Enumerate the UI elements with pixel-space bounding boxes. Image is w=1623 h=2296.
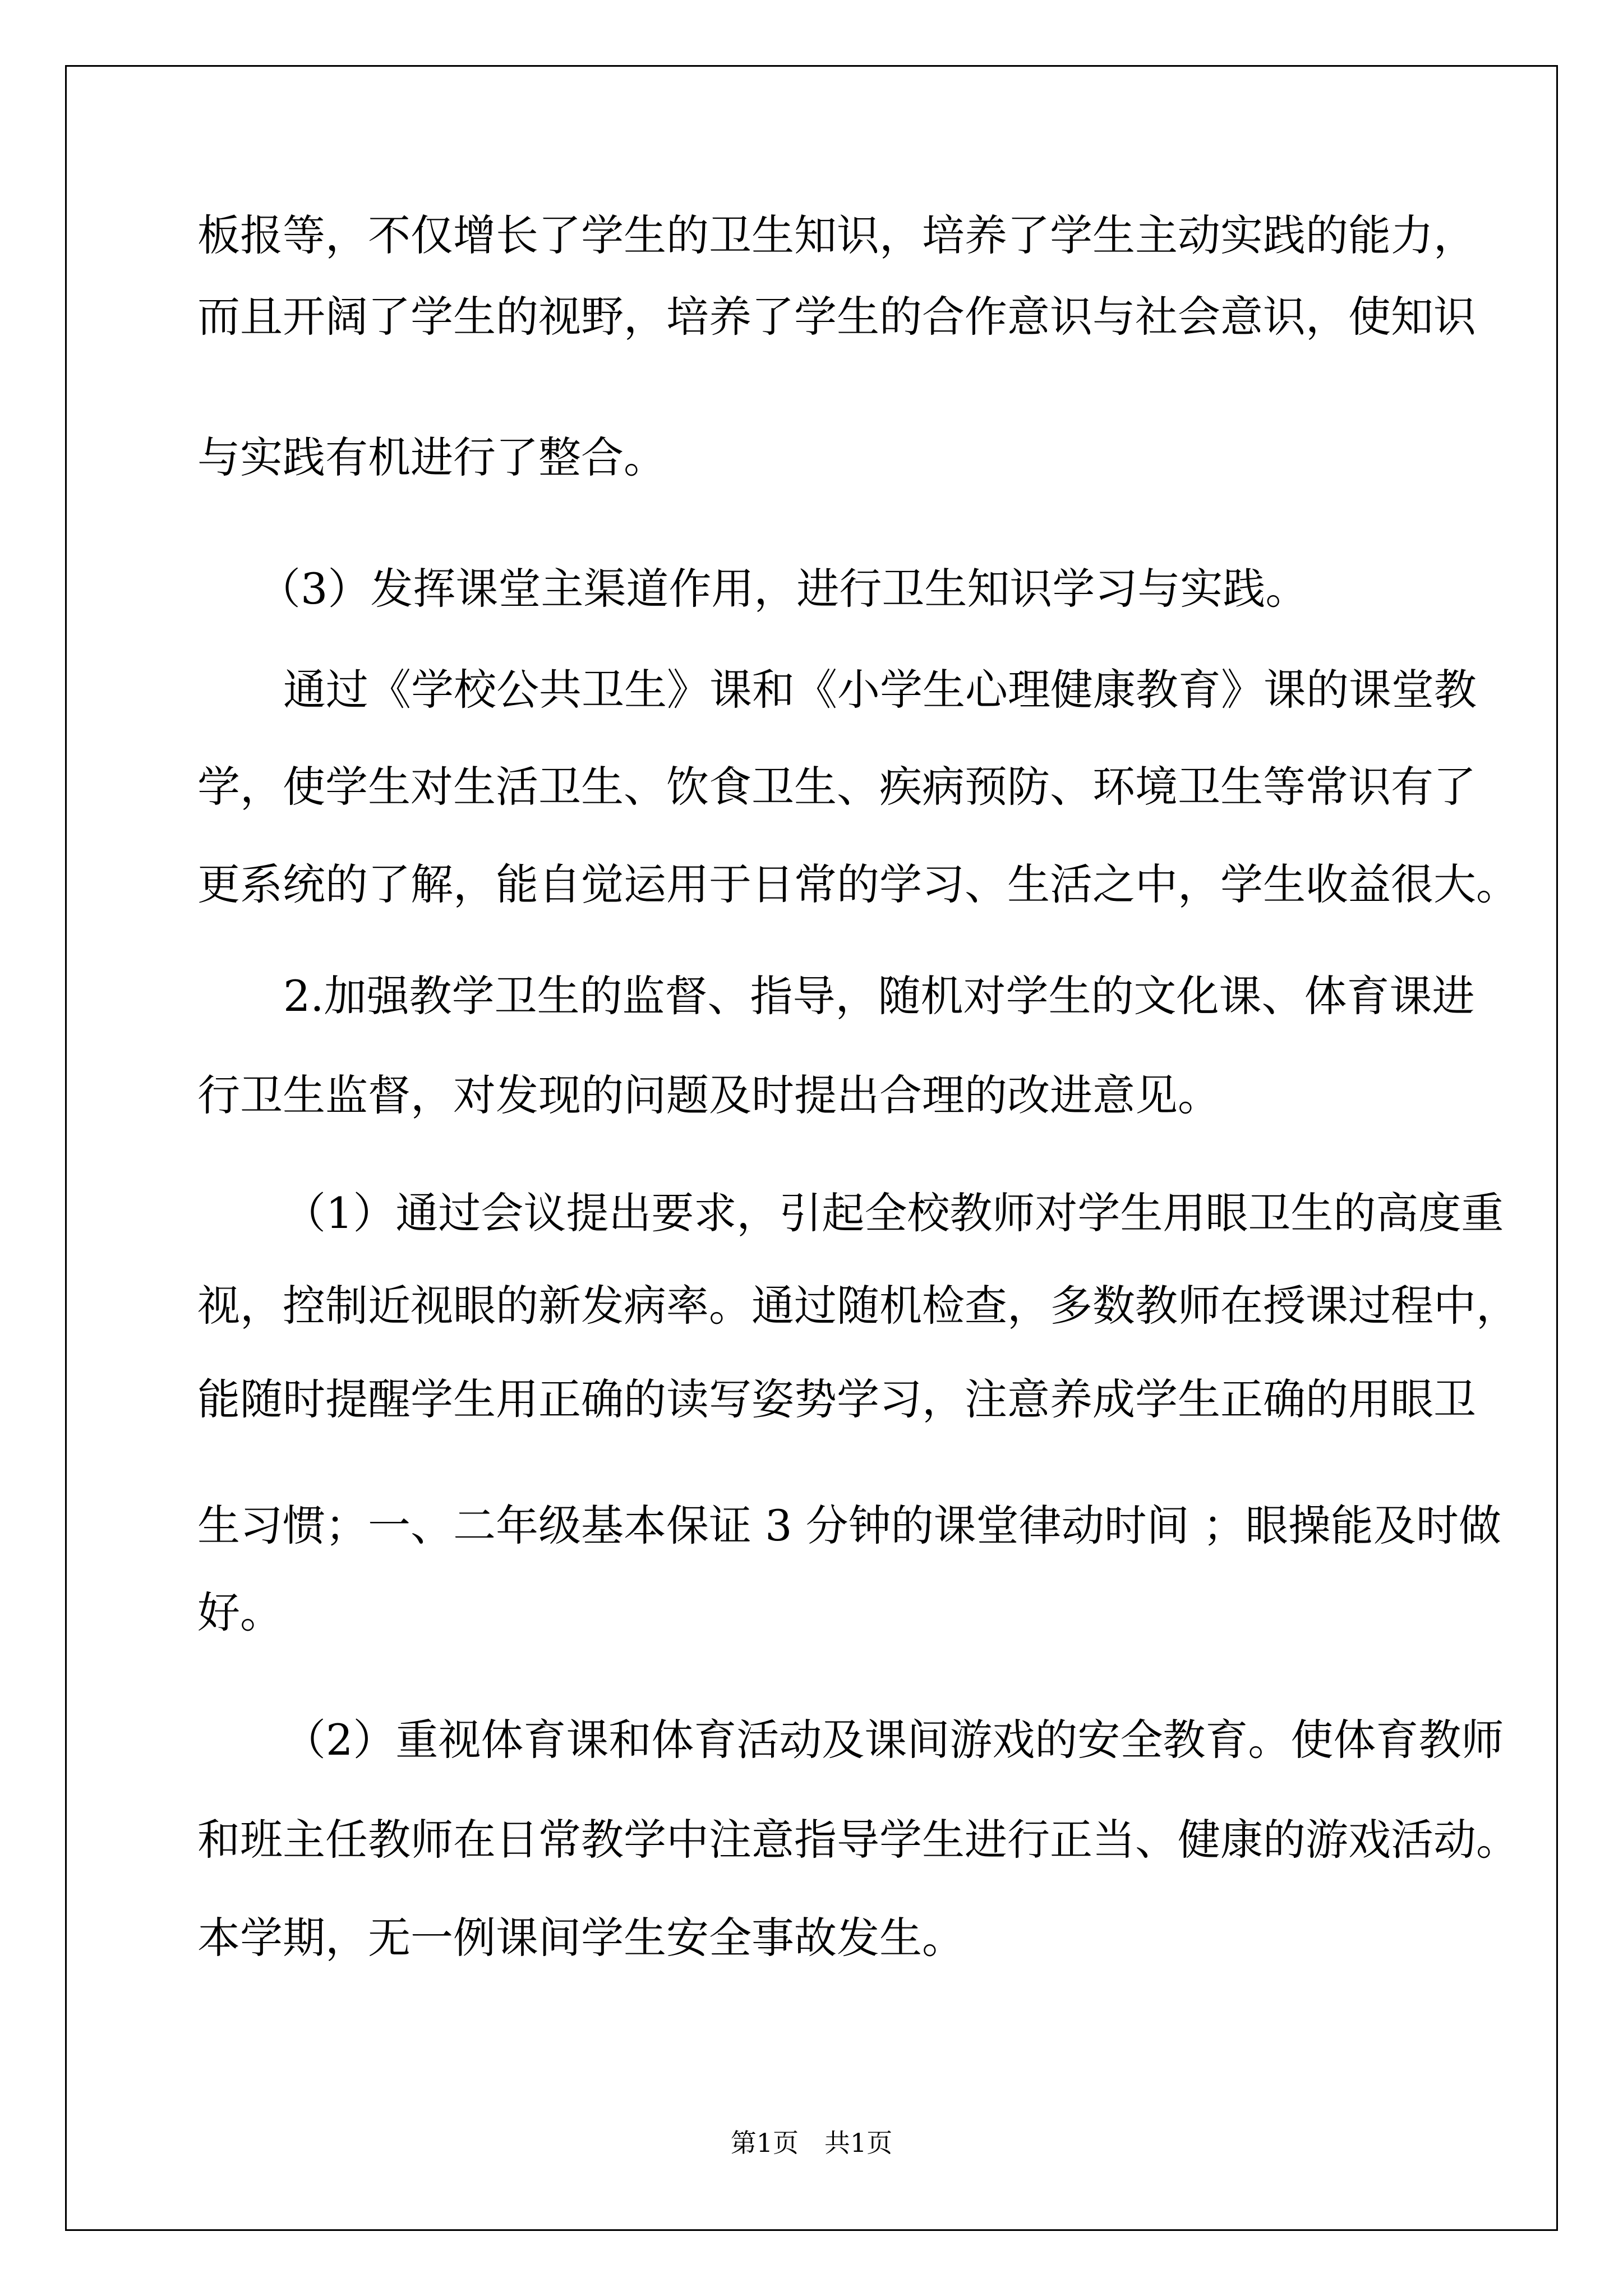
text-line: 与实践有机进行了整合。 [197,432,666,482]
text-line: 本学期，无一例课间学生安全事故发生。 [197,1913,965,1963]
page-footer: 第1页 共1页 [730,2128,893,2158]
text-line: （1）通过会议提出要求，引起全校教师对学生用眼卫生的高度重 [283,1188,1504,1238]
text-line: 好。 [197,1588,283,1637]
text-line: 板报等，不仅增长了学生的卫生知识，培养了学生主动实践的能力， [197,210,1476,260]
text-line: 2.加强教学卫生的监督、指导，随机对学生的文化课、体育课进 [283,971,1475,1021]
text-line: 能随时提醒学生用正确的读写姿势学习，注意养成学生正确的用眼卫 [197,1374,1476,1424]
text-line: （2）重视体育课和体育活动及课间游戏的安全教育。使体育教师 [283,1715,1504,1765]
text-line: 学，使学生对生活卫生、饮食卫生、疾病预防、环境卫生等常识有了 [197,762,1476,812]
text-line: 行卫生监督，对发现的问题及时提出合理的改进意见。 [197,1070,1220,1120]
text-line: 生习惯；一、二年级基本保证 3 分钟的课堂律动时间 ；眼操能及时做 [197,1501,1501,1550]
text-line: （3）发挥课堂主渠道作用，进行卫生知识学习与实践。 [258,564,1308,614]
text-line: 视，控制近视眼的新发病率。通过随机检查，多数教师在授课过程中， [197,1281,1519,1331]
page-border [65,65,1558,2231]
text-line: 和班主任教师在日常教学中注意指导学生进行正当、健康的游戏活动。 [197,1815,1519,1865]
text-line: 更系统的了解，能自觉运用于日常的学习、生活之中，学生收益很大。 [197,859,1519,909]
text-line: 而且开阔了学生的视野，培养了学生的合作意识与社会意识，使知识 [197,292,1476,342]
text-line: 通过《学校公共卫生》课和《小学生心理健康教育》课的课堂教 [283,665,1477,715]
